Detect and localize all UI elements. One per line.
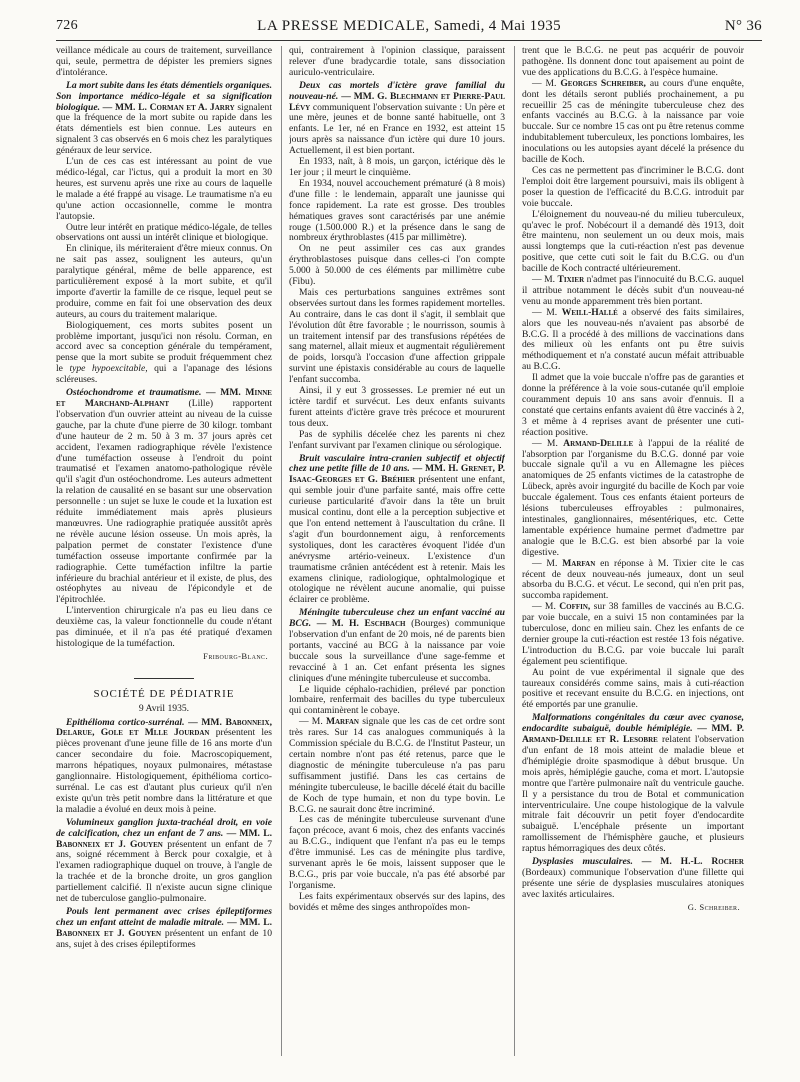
article-title: Deux cas mortels d'ictère grave familial du nouveau-né. <box>289 79 505 102</box>
paragraph-text: — M. <box>532 437 558 449</box>
paragraph: Au point de vue expérimental il signale que des taureaux considérés comme sains, mais à cuti-réaction positive et recevant ensuite du B.C.G. en injections, ont été emportés par une granulie. <box>522 666 744 711</box>
paragraph-text: (Lille) rapportent l'observation d'un ouvrier atteint au niveau de la cuisse gauche, par la chute d'une pierre de 30 kilogr. tombant d'une hauteur de 2 m. 50 à 3 m. 37 jours après cet accident, l'examen radiographique révèle l'existence d'une tuméfaction osseuse à l'endroit du point traumatisé et l'examen anatomo-pathologique révèle qu'il s'agit d'un ostéochondrome. Les auteurs admettent la relation de causalité en se basant sur une observation personnelle : un sujet se luxe le coude et la luxation est réduite immédiatement mais après plusieurs manœuvres. Une radiographie pratiquée aussitôt après ne révèle aucune lésion osseuse. Un mois après, la palpation permet de constater l'existence d'une tuméfaction osseuse importante confirmée par la radiographie. Cette tuméfaction infiltre la partie inférieure du brachial antérieur et il existe, de plus, des ostéophytes au niveau de l'épicondyle et de l'épitrochlée. <box>56 398 272 606</box>
paragraph-text: a observé des faits similaires, alors que les nouveau-nés n'avaient pas absorbé de B.C.G. Il a procédé à des millions de vaccinations dans des milieux où les enfants ont pu être suivis méthodiquement et n'a constaté aucun méfait attribuable au B.C.G. <box>522 306 744 373</box>
article-intro <box>56 81 272 157</box>
column-divider <box>281 46 282 1056</box>
speaker-name: Coffin, <box>559 601 591 613</box>
paragraph: Il admet que la voie buccale n'offre pas de garanties et donne la préférence à la voie sous-cutanée qu'il emploie couramment depuis 10 ans sans avoir d'ennuis. Il a constaté que certains enfants avaient dû être vaccinés à 2, 3 et même à 4 reprises avant de présenter une cuti-réaction positive. <box>522 372 744 438</box>
paragraph-text: présentent les pièces provenant d'une jeune fille de 16 ans morte d'un cancer secondaire du foie. Macroscopiquement, marrons hépatiques, noyaux pulmonaires, métastase ganglionnaire. Histologiquement, épithélioma cortico-surrénal. Le cas est d'autant plus curieux qu'il n'en existe qu'un très petit nombre dans la littérature et que la maladie a évolué en deux mois à peine. <box>56 727 272 815</box>
paragraph: L'un de ces cas est intéressant au point de vue médico-légal, car l'ictus, qui a produit la mort en 30 heures, est survenu après une rixe au cours de laquelle le malade a été frappé au visage. Le traumatisme n'a eu qu'une action occasionnelle, comme le montra l'autopsie. <box>56 156 272 222</box>
paragraph: En 1933, naît, à 8 mois, un garçon, ictérique dès le 1er jour ; il meurt le cinquième. <box>289 156 505 178</box>
article-intro <box>289 81 505 157</box>
article-title: Volumineux ganglion juxta-trachéal droit, en voie de calcification, chez un enfant de 7 ans. <box>56 816 272 839</box>
article-authors: — MM. L. Babonneix et J. Gouyen <box>56 916 272 939</box>
paragraph <box>522 602 744 667</box>
paragraph-text: signalent que la fréquence de la mort subite ou rapide dans les états démentiels est bien connue. Les auteurs en signalent 3 cas observés en 6 mois chez les paralytiques généraux de leur service. <box>56 101 272 157</box>
paragraph-text: relatent l'observation d'un enfant de 18 mois atteint de maladie bleue et d'hémiplégie droite spasmodique à début brusque. Un mois après, hémiplégie gauche, coma et mort. L'autopsie montre que l'artère pulmonaire naît du ventricule gauche. Il y a persistance du trou de Botal et communication interventriculaire. Une coupe histologique de la valvule mitrale fait découvrir un petit foyer d'endocardite subaiguë. L'encéphale présente un important ramollissement de l'hémisphère gauche, et plusieurs raptus hémorragiques des deux côtés. <box>522 734 744 855</box>
article-intro <box>289 454 505 607</box>
paragraph <box>522 559 744 603</box>
paragraph: Pas de syphilis décelée chez les parents ni chez l'enfant survivant par l'examen clinique ou sérologique. <box>289 428 505 451</box>
paragraph-text: au cours d'une enquête, dont les détails seront publiés prochainement, a pu recueillir 25 cas de méningite tuberculeuse chez des enfants vaccinés au B.C.G. à la naissance par voie buccale. Sur ce nombre 15 cas ont pu être retenus comme indubitablement tuberculeux, les ponctions lombaires, les inoculations ou les autopsies ayant décelé la présence du bacille de Koch. <box>522 77 744 166</box>
article-title: Malformations congénitales du cœur avec cyanose, endocardite subaiguë, double hémiplégie. <box>522 712 744 735</box>
speaker-name: Marfan <box>562 557 596 569</box>
paragraph: Mais ces perturbations sanguines extrêmes sont observées surtout dans les formes rapidement mortelles. Au contraire, dans le cas dont il s'agit, il semblait que l'évolution dût être favorable ; le nourrisson, soumis à un traitement intensif par des transfusions répétées de sang maternel, allait mieux et augmentait régulièrement de poids, lorsqu'à l'occasion d'une affection grippale survint une épistaxis considérable au cours de laquelle l'enfant succomba. <box>289 286 505 386</box>
paragraph <box>522 308 744 373</box>
journal-name: LA PRESSE MEDICALE, <box>257 18 430 34</box>
paragraph <box>56 321 272 386</box>
article-intro <box>56 718 272 816</box>
article-intro <box>289 608 505 684</box>
paragraph-text: signale que les cas de cet ordre sont très rares. Sur 14 cas analogues communiqués à la Commission spéciale du B.C.G. de l'Institut Pasteur, un certain nombre n'ont pas été retenus, parce que le diagnostic de méningite tuberculeuse n'a pas paru suffisamment justifié. Dans les cas certains de méningite tuberculeuse, le bacille décelé était du bacille de Koch de type humain, et non du type bovin. Le B.C.G. ne saurait donc être incriminé. <box>289 716 505 815</box>
paragraph-text: présentent une enfant, qui semble jouir d'une parfaite santé, mais offre cette curieuse particularité d'avoir dans la tête un bruit musical continu, dont elle a la perception subjective et que l'on entend nettement à l'auscultation du crâne. Il s'agit d'un bourdonnement aigu, à renforcements systoliques, dont les caractères évoquent l'idée d'un anévrysme artério-veineux. L'existence d'un traumatisme crânien antécédent est à retenir. Mais les examens clinique, radiologique, ophtalmologique et otologique ne révèlent aucune anomalie, qui puisse éclairer ce problème. <box>289 474 505 606</box>
paragraph-text: communiquent l'observation suivante : Un père et une mère, jeunes et de bonne santé habituelle, ont 3 enfants. Le 1er, né en France en 1932, est atteint 15 jours après sa naissance d'un ictère qui dure 10 jours. Actuellement, il est bien portant. <box>289 101 505 157</box>
speaker-name: Marfan <box>325 716 359 728</box>
paragraph-text: (Bourges) communique l'observation d'un enfant de 20 mois, né de parents bien portants, vacciné au BCG à la naissance par voie buccale sous la surveillance d'une sage-femme et revacciné à 1 an. Cet enfant présenta les signes cliniques d'une méningite tuberculeuse et succomba. <box>289 618 505 684</box>
article-authors: — MM. L. Babonneix et J. Gouyen <box>56 827 272 850</box>
paragraph: Outre leur intérêt en pratique médico-légale, de telles observations ont aussi un intérêt clinique et biologique. <box>56 221 272 244</box>
speaker-name: Tixier <box>557 274 585 286</box>
article-title: Méningite tuberculeuse chez un enfant vacciné au BCG. <box>289 607 505 630</box>
paragraph: Les faits expérimentaux observés sur des lapins, des bovidés et même des singes anthropoïdes mon- <box>289 890 505 913</box>
paragraph: En clinique, ils mériteraient d'être mieux connus. On ne sait pas assez, soulignent les auteurs, qu'un paralytique général, même de belle apparence, est particulièrement exposé à la mort subite, et qu'il importe d'avertir la famille de ce risque, lequel peut se produire, comme en fait foi une observation des deux auteurs, au cours du traitement malarique. <box>56 243 272 320</box>
page-number: 726 <box>56 18 78 33</box>
speaker-name: Georges Schreiber, <box>560 77 646 89</box>
article-authors: — MM. Minne et Marchand-Alphant <box>56 387 272 409</box>
paragraph-text: — M. <box>532 557 558 569</box>
paragraph-text: — M. <box>299 716 323 728</box>
section-rule <box>134 678 194 679</box>
journal-title-line <box>56 18 762 35</box>
paragraph <box>522 439 744 559</box>
article-intro <box>56 907 272 951</box>
paragraph: qui, contrairement à l'opinion classique, paraissent relever d'une bradycardie totale, sans dissociation auriculo-ventriculaire. <box>289 46 505 78</box>
speaker-name: Armand-Delille <box>563 437 634 449</box>
paragraph: veillance médicale au cours de traitement, surveillance qui, seule, permettra de dépister les premiers signes d'intolérance. <box>56 46 272 78</box>
article-title: Pouls lent permanent avec crises épileptiformes chez un enfant atteint de maladie mitrale. <box>56 905 272 928</box>
paragraph-text: Biologiquement, ces morts subites posent un problème important, jusqu'ici non résolu. Corman, en accord avec sa conception générale du tempérament, pense que la mort subite se produit fréquemment chez le <box>56 319 272 375</box>
paragraph <box>522 275 744 308</box>
paragraph: Le liquide céphalo-rachidien, prélevé par ponction lombaire, renfermait des bacilles du type tuberculeux qui contaminèrent le cobaye. <box>289 683 505 717</box>
paragraph-text: — M. <box>532 306 558 318</box>
section-title: SOCIÉTÉ DE PÉDIATRIE <box>93 687 235 700</box>
paragraph-text: qui a l'apanage des lésions scléreuses. <box>56 363 272 386</box>
paragraph <box>289 717 505 815</box>
article-intro <box>522 857 744 901</box>
column-2 <box>289 46 505 1066</box>
article-authors: — M. H.-L. Rocher <box>641 856 744 868</box>
paragraph-text: n'admet pas l'innocuité du B.C.G. auquel il attribue notamment le décès subit d'un nouveau-né venu au monde apparemment très bien portant. <box>522 274 744 307</box>
speaker-name: Weill-Hallé <box>561 306 618 318</box>
article-title: Ostéochondrome et traumatisme. <box>66 387 202 399</box>
signature: G. Schreiber. <box>687 901 740 912</box>
article-authors: — MM. G. Blechmann et Pierre-Paul Lévy <box>289 90 505 113</box>
header-rule <box>56 40 762 41</box>
article-title: La mort subite dans les états démentiels organiques. Son importance médico-légale et sa signification biologique. <box>56 79 272 113</box>
issue-number: N° 36 <box>724 18 762 34</box>
paragraph-text: — M. <box>532 77 557 89</box>
article-intro <box>56 388 272 606</box>
paragraph-text: présentent un enfant de 7 ans, soigné récemment à Berck pour coxalgie, et à l'examen radiographique duquel on trouve, à l'angle de la trachée et de la bronche droite, un gros ganglion partiellement calcifié. Il n'existe aucun signe clinique net de tuberculose ganglio-pulmonaire. <box>56 838 272 905</box>
article-authors: — MM. L. Corman et A. Jarry <box>102 101 235 113</box>
page-header <box>56 14 762 36</box>
article-authors: — MM. Babonneix, Delarue, Gole et Mlle Jourdan <box>56 716 272 739</box>
article-authors: — MM. P. Armand-Delille et R. Lesobre <box>522 723 744 746</box>
paragraph: En 1934, nouvel accouchement prématuré (à 8 mois) d'une fille : le lendemain, apparaît une jaunisse qui fonce rapidement. La rate est grosse. Des troubles hématiques graves sont caractérisés par une anémie rouge (1.500.000 R.) et la présence dans le sang de nombreux érythroblastes (415 par millimètre). <box>289 177 505 244</box>
issue-date: Samedi, 4 Mai 1935 <box>433 18 561 34</box>
section-date: 9 Avril 1935. <box>138 702 190 714</box>
paragraph-text: — M. <box>532 274 556 286</box>
paragraph: On ne peut assimiler ces cas aux grandes érythroblastoses puisque dans celles-ci l'on compte 5.000 à 50.000 de ces éléments par millimètre cube (Fibu). <box>289 243 505 288</box>
article-title: Bruit vasculaire intra-cranien subjectif et objectif chez une petite fille de 10 ans. <box>289 452 505 475</box>
paragraph: Ainsi, il y eut 3 grossesses. Le premier né eut un ictère tardif et survécut. Les deux enfants suivants furent atteints d'ictère grave très précoce et moururent tous deux. <box>289 385 505 429</box>
paragraph-text: en réponse à M. Tixier cite le cas récent de deux nouveau-nés jumeaux, dont un seul absorba du B.C.G. et vécut. Le second, qui n'en prit pas, succomba rapidement. <box>522 557 744 602</box>
paragraph <box>522 79 744 166</box>
paragraph-text: sur 38 familles de vaccinés au B.C.G. par voie buccale, en a suivi 15 non contaminées par la tuberculose, donc en milieu sain. Chez les enfants de ce dernier groupe la cuti-réaction est restée 13 fois négative. L'introduction du B.C.G. par voie buccale lui paraît également peu scientifique. <box>522 601 744 667</box>
paragraph: trent que le B.C.G. ne peut pas acquérir de pouvoir pathogène. Ils donnent donc tout apaisement au point de vue des applications du B.C.G. à l'espèce humaine. <box>522 46 744 78</box>
emphasis: type hypoexcitable, <box>69 363 148 375</box>
article-title: Dysplasies musculaires. <box>532 856 633 868</box>
paragraph-text: — M. <box>532 601 556 613</box>
paragraph-text: à l'appui de la réalité de l'absorption par l'organisme du B.C.G. donné par voie buccale signale qu'il a vu en Allemagne les pièces anatomiques de 25 enfants victimes de la catastrophe de Lübeck, après avoir ingurgité du bacille de Koch par voie buccale également. Tous ces enfants étaient porteurs de lésions tuberculeuses effroyables : pulmonaires, intestinales, ganglionnaires, mésentériques, etc. Cette lamentable expérience humaine permet d'admettre par analogie que le B.C.G. est bien absorbé par la voie digestive. <box>522 437 744 558</box>
signature: Fribourg-Blanc. <box>203 650 268 661</box>
article-authors: — MM. H. Grenet, P. Isaac-Georges et G. Bréhier <box>289 463 505 486</box>
paragraph: L'intervention chirurgicale n'a pas eu lieu dans ce deuxième cas, la valeur fonctionnelle du coude n'étant pas diminuée, et il n'a pas été pratiqué d'examen histologique de la tuméfaction. <box>56 605 272 649</box>
paragraph: L'éloignement du nouveau-né du milieu tuberculeux, qu'avec le prof. Nobécourt il a demandé dès 1913, doit être maintenu, non seulement un ou deux mois, mais aussi longtemps que la cuti-réaction n'est pas devenue positive, que cette cuti soit le fait du B.C.G. ou d'un bacille de Koch contracté ultérieurement. <box>522 208 744 275</box>
article-title: Epithélioma cortico-surrénal. <box>66 716 185 728</box>
article-intro <box>56 818 272 905</box>
column-1 <box>56 46 272 1066</box>
column-3 <box>522 46 744 1066</box>
article-authors: — M. H. Eschbach <box>316 618 406 630</box>
paragraph: Ces cas ne permettent pas d'incriminer le B.C.G. dont l'emploi doit être largement poursuivi, mais ils obligent à poser la question de l'efficacité du B.C.G. introduit par voie buccale. <box>522 164 744 209</box>
paragraph-text: (Bordeaux) communique l'observation d'une fillette qui présente une série de dysplasies musculaires atoniques avec laxités articulaires. <box>522 866 744 900</box>
article-intro <box>522 713 744 855</box>
paragraph-text: présentent un enfant de 10 ans, sujet à des crises épileptiformes <box>56 927 272 950</box>
paragraph: Les cas de méningite tuberculeuse survenant d'une façon précoce, avant 6 mois, chez des enfants vaccinés au B.C.G., indiquent que l'enfant n'a pas eu le temps d'être immunisé. Les cas de méningite plus tardive, survenant après le 6e mois, laissent supposer que le B.C.G., pris par voie buccale, n'a pas été absorbé par l'organisme. <box>289 814 505 891</box>
column-divider <box>514 46 515 1056</box>
